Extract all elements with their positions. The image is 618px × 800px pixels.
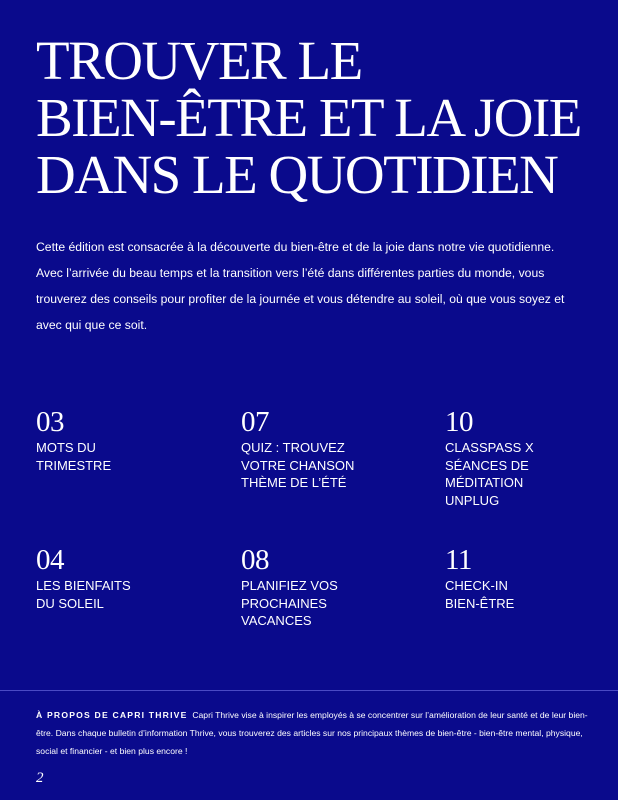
toc-page-number: 03 [36, 406, 64, 438]
toc-title: PLANIFIEZ VOS PROCHAINES VACANCES [241, 578, 338, 628]
toc-item-11[interactable] [445, 545, 605, 612]
title-line-2: BIEN-ÊTRE ET LA JOIE [36, 87, 581, 148]
toc-page-number: 07 [241, 406, 269, 438]
toc-title: MOTS DU TRIMESTRE [36, 440, 112, 473]
about-heading: À PROPOS DE CAPRI THRIVE [36, 710, 188, 720]
page-number: 2 [36, 770, 44, 786]
intro-paragraph: Cette édition est consacrée à la découverte du bien-être et de la joie dans notre vie quotidienne. Avec l’arrivée du beau temps et la transition vers l’été dans différentes parties du monde, vous trouverez des conseils pour profiter de la journée et vous détendre au soleil, où que vous soyez et avec qui que ce soit. [36, 240, 565, 332]
toc-item-07[interactable] [241, 407, 401, 492]
page-title [36, 32, 596, 203]
title-line-3: DANS LE QUOTIDIEN [36, 144, 558, 205]
title-line-1: TROUVER LE [36, 30, 362, 91]
toc-title: LES BIENFAITS DU SOLEIL [36, 578, 131, 611]
footer-divider [0, 690, 618, 691]
toc-page-number: 11 [445, 544, 472, 576]
toc-page-number: 08 [241, 544, 269, 576]
toc-title: CLASSPASS X SÉANCES DE MÉDITATION UNPLUG [445, 440, 534, 508]
toc-item-10[interactable] [445, 407, 605, 509]
toc-item-03[interactable] [36, 407, 196, 474]
toc-page-number: 04 [36, 544, 64, 576]
about-text: Capri Thrive vise à inspirer les employés à se concentrer sur l’amélioration de leur santé et de leur bien-être. Dans chaque bulletin d’information Thrive, vous trouverez des articles sur nos principaux thèmes de bien-être - bien-être mental, physique, social et financier - et bien plus encore ! [36, 710, 588, 756]
toc-title: CHECK-IN BIEN-ÊTRE [445, 578, 515, 611]
toc-page-number: 10 [445, 406, 473, 438]
toc-item-08[interactable] [241, 545, 401, 630]
toc-item-04[interactable] [36, 545, 196, 612]
about-section [36, 706, 588, 760]
toc-title: QUIZ : TROUVEZ VOTRE CHANSON THÈME DE L’ÉTÉ [241, 440, 355, 490]
